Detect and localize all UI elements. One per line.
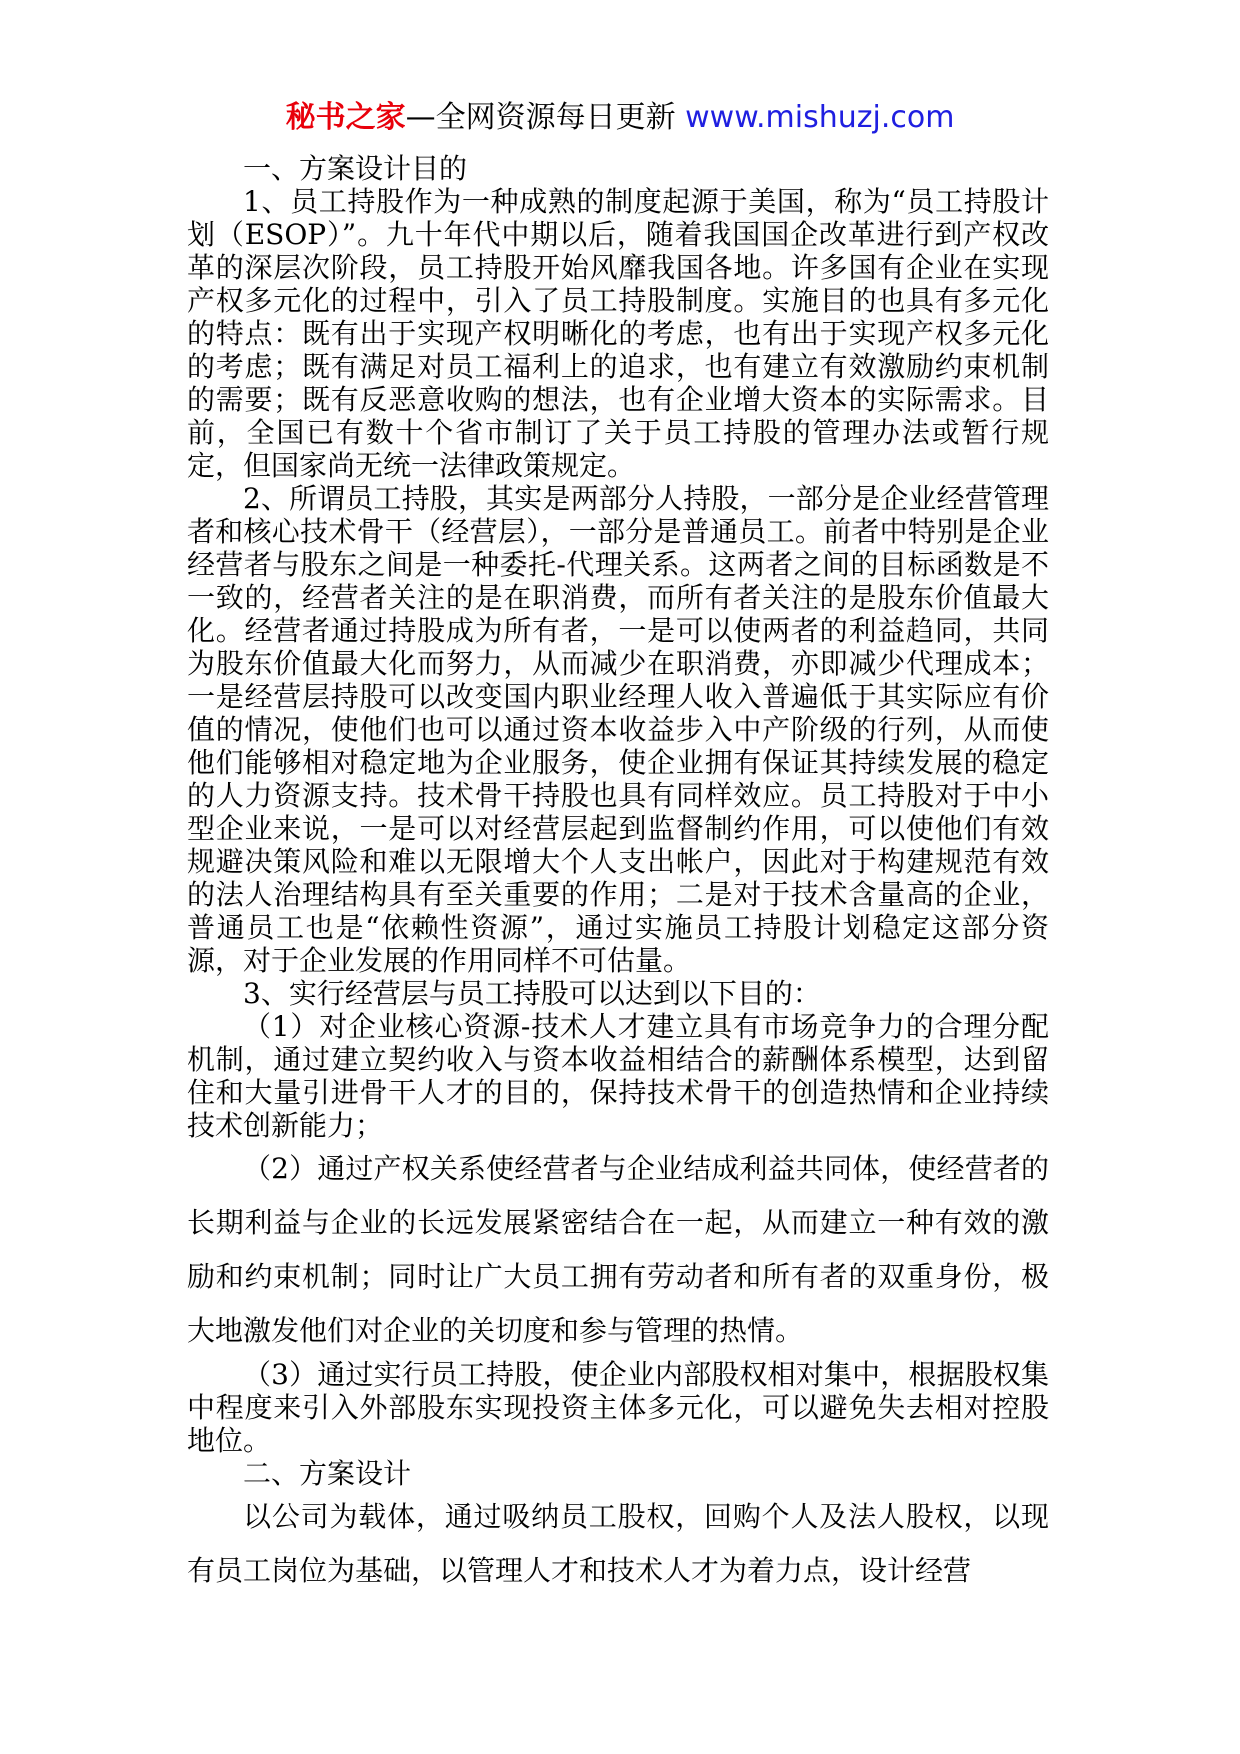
list-item: （2）通过产权关系使经营者与企业结成利益共同体，使经营者的长期利益与企业的长远发展紧密结合在一起，从而建立一种有效的激励和约束机制；同时让广大员工拥有劳动者和所有者的双重身份，极大地激发他们对企业的关切度和参与管理的热情。 bbox=[187, 1152, 1049, 1347]
list-item: （1）对企业核心资源-技术人才建立具有市场竞争力的合理分配机制，通过建立契约收入与资本收益相结合的薪酬体系模型，达到留住和大量引进骨干人才的目的，保持技术骨干的创造热情和企业持续技术创新能力； bbox=[187, 1010, 1049, 1142]
site-header bbox=[0, 98, 1240, 138]
paragraph: 2、所谓员工持股，其实是两部分人持股，一部分是企业经营管理者和核心技术骨干（经营层），一部分是普通员工。前者中特别是企业经营者与股东之间是一种委托-代理关系。这两者之间的目标函数是不一致的，经营者关注的是在职消费，而所有者关注的是股东价值最大化。经营者通过持股成为所有者，一是可以使两者的利益趋同，共同为股东价值最大化而努力，从而减少在职消费，亦即减少代理成本；一是经营层持股可以改变国内职业经理人收入普遍低于其实际应有价值的情况，使他们也可以通过资本收益步入中产阶级的行列，从而使他们能够相对稳定地为企业服务，使企业拥有保证其持续发展的稳定的人力资源支持。技术骨干持股也具有同样效应。员工持股对于中小型企业来说，一是可以对经营层起到监督制约作用，可以使他们有效规避决策风险和难以无限增大个人支出帐户，因此对于构建规范有效的法人治理结构具有至关重要的作用；二是对于技术含量高的企业，普通员工也是“依赖性资源”，通过实施员工持股计划稳定这部分资源，对于企业发展的作用同样不可估量。 bbox=[187, 482, 1049, 977]
list-item: （3）通过实行员工持股，使企业内部股权相对集中，根据股权集中程度来引入外部股东实现投资主体多元化，可以避免失去相对控股地位。 bbox=[187, 1358, 1049, 1457]
site-url-link[interactable]: www.mishuzj.com bbox=[685, 100, 955, 135]
paragraph: 3、实行经营层与员工持股可以达到以下目的： bbox=[243, 977, 821, 1010]
brand-name: 秘书之家 bbox=[285, 100, 406, 135]
section-heading: 二、方案设计 bbox=[243, 1457, 412, 1490]
section-heading: 一、方案设计目的 bbox=[243, 152, 468, 185]
header-slogan: —全网资源每日更新 bbox=[405, 100, 686, 135]
document-body bbox=[187, 152, 1049, 1598]
paragraph: 1、员工持股作为一种成熟的制度起源于美国，称为“员工持股计划（ESOP）”。九十年代中期以后，随着我国国企改革进行到产权改革的深层次阶段，员工持股开始风靡我国各地。许多国有企业在实现产权多元化的过程中，引入了员工持股制度。实施目的也具有多元化的特点：既有出于实现产权明晰化的考虑，也有出于实现产权多元化的考虑；既有满足对员工福利上的追求，也有建立有效激励约束机制的需要；既有反恶意收购的想法，也有企业增大资本的实际需求。目前，全国已有数十个省市制订了关于员工持股的管理办法或暂行规定，但国家尚无统一法律政策规定。 bbox=[187, 185, 1049, 482]
paragraph: 以公司为载体，通过吸纳员工股权，回购个人及法人股权，以现有员工岗位为基础，以管理人才和技术人才为着力点，设计经营 bbox=[187, 1500, 1049, 1587]
